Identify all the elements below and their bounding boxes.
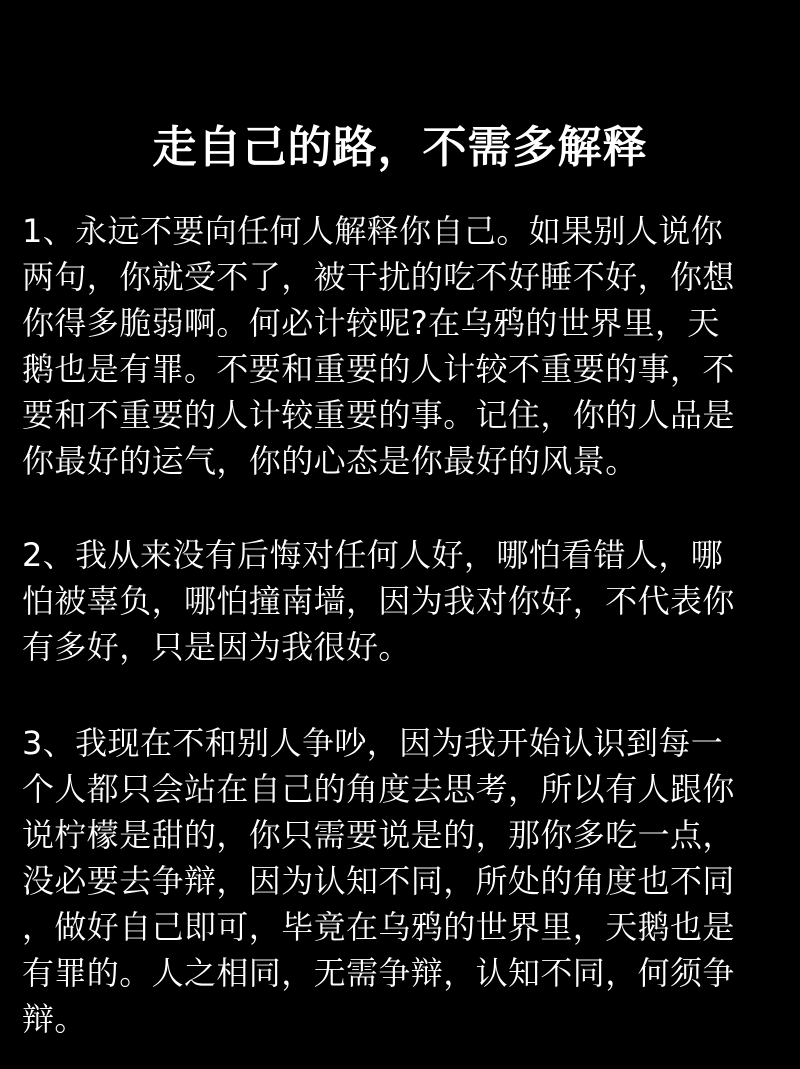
paragraph-line: 有罪的。人之相同，无需争辩，认知不同，何须争 [22,954,735,992]
paragraph-2 [22,532,778,670]
paragraph-line: 要和不重要的人计较重要的事。记住，你的人品是 [22,396,735,434]
paragraph-line: 3、我现在不和别人争吵，因为我开始认识到每一 [22,724,724,762]
paragraph-line: 有多好，只是因为我很好。 [22,628,411,666]
paragraph-line: 鹅也是有罪。不要和重要的人计较不重要的事，不 [22,350,735,388]
paragraph-line: 1、永远不要向任何人解释你自己。如果别人说你 [22,212,724,250]
paragraph-line: 两句，你就受不了，被干扰的吃不好睡不好，你想 [22,258,735,296]
paragraph-line: ，做好自己即可，毕竟在乌鸦的世界里，天鹅也是 [22,908,735,946]
paragraph-1 [22,208,778,484]
page-title: 走自己的路，不需多解释 [152,122,648,173]
paragraph-line: 没必要去争辩，因为认知不同，所处的角度也不同 [22,862,735,900]
paragraph-line: 个人都只会站在自己的角度去思考，所以有人跟你 [22,770,735,808]
paragraph-line: 你最好的运气，你的心态是你最好的风景。 [22,442,638,480]
paragraph-line: 你得多脆弱啊。何必计较呢?在乌鸦的世界里，天 [22,304,720,342]
paragraph-line: 怕被辜负，哪怕撞南墙，因为我对你好，不代表你 [22,582,735,620]
paragraph-3 [22,720,778,1042]
paragraph-line: 辩。 [22,1000,87,1038]
paragraph-line: 说柠檬是甜的，你只需要说是的，那你多吃一点， [22,816,735,854]
paragraph-line: 2、我从来没有后悔对任何人好，哪怕看错人，哪 [22,536,724,574]
